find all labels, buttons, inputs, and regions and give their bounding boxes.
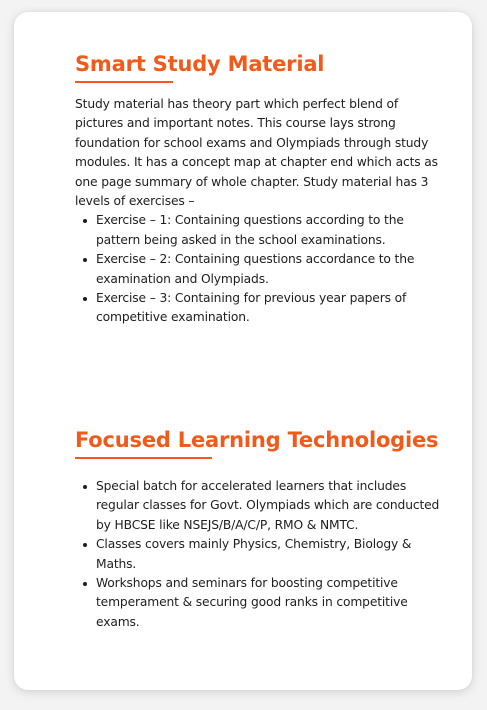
exercise-list xyxy=(75,211,448,327)
list-item-text: Exercise – 1: Containing questions according to the pattern being asked in the school examinations. xyxy=(96,213,404,247)
list-item xyxy=(96,250,448,289)
list-item xyxy=(96,477,448,535)
section-heading: Focused Learning Technologies xyxy=(75,428,439,452)
bullet-icon xyxy=(83,543,87,547)
feature-list xyxy=(75,477,448,632)
heading-underline xyxy=(75,457,212,459)
bullet-icon xyxy=(83,258,87,262)
heading-underline xyxy=(75,81,173,83)
bullet-icon xyxy=(83,219,87,223)
list-item-text: Workshops and seminars for boosting competitive temperament & securing good ranks in competitive exams. xyxy=(96,576,408,629)
section-focused-learning xyxy=(75,426,448,632)
list-item xyxy=(96,574,448,632)
list-item-text: Exercise – 2: Containing questions accordance to the examination and Olympiads. xyxy=(96,252,415,286)
bullet-icon xyxy=(83,582,87,586)
list-item xyxy=(96,211,448,250)
list-item xyxy=(96,289,448,328)
bullet-icon xyxy=(83,485,87,489)
list-item-text: Classes covers mainly Physics, Chemistry, Biology & Maths. xyxy=(96,537,412,571)
list-item-text: Exercise – 3: Containing for previous year papers of competitive examination. xyxy=(96,291,407,325)
list-item-text: Special batch for accelerated learners that includes regular classes for Govt. Olympiads which are conducted by HBCSE like NSEJS/B/A/C/P, RMO & NMTC. xyxy=(96,479,440,532)
section-paragraph: Study material has theory part which perfect blend of pictures and important notes. This course lays strong foundation for school exams and Olympiads through study modules. It has a concept map at chapter end which acts as one page summary of whole chapter. Study material has 3 levels of exercises – xyxy=(75,97,438,209)
content-card xyxy=(14,12,472,690)
list-item xyxy=(96,535,448,574)
bullet-icon xyxy=(83,297,87,301)
section-heading: Smart Study Material xyxy=(75,52,325,76)
section-smart-study-material xyxy=(75,50,448,328)
